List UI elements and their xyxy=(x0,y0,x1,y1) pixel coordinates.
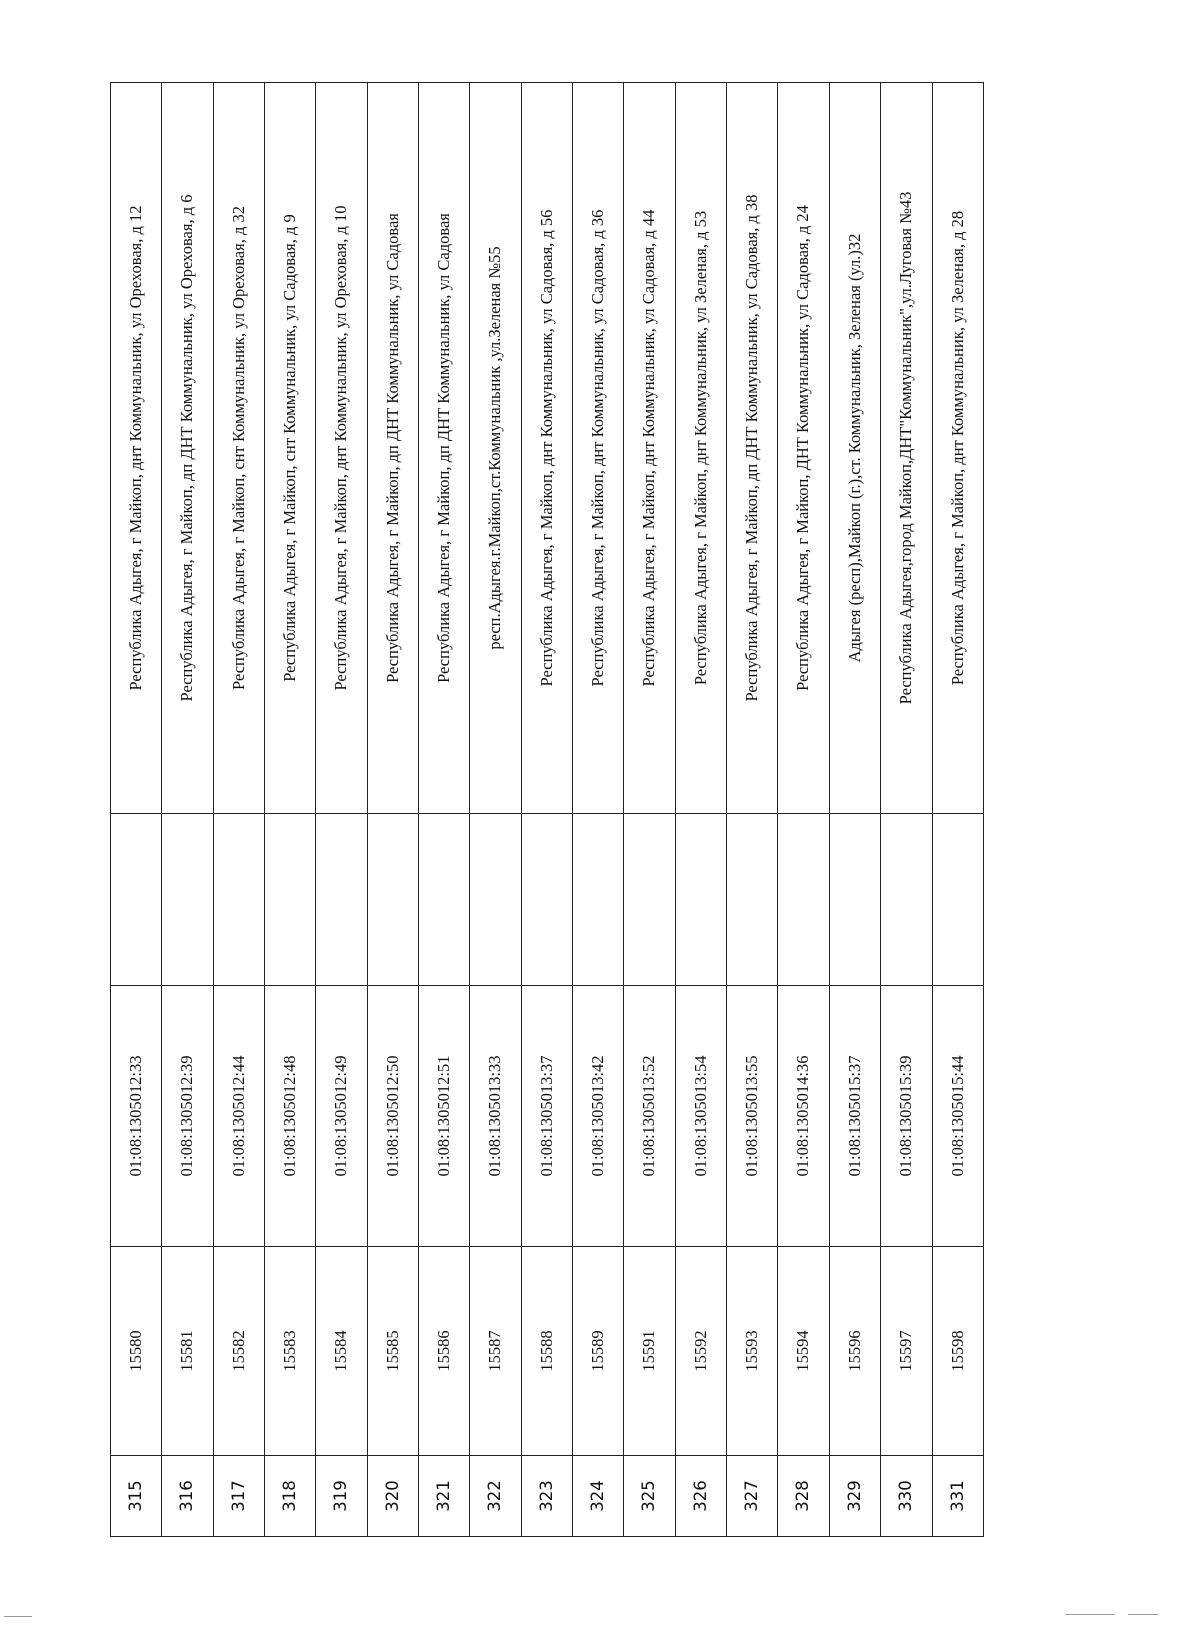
table-row xyxy=(162,83,213,1537)
empty-cell xyxy=(881,814,932,986)
empty-cell xyxy=(162,814,213,986)
empty-cell xyxy=(573,814,624,986)
scan-speck xyxy=(1128,1614,1158,1615)
record-id-cell: 15583 xyxy=(265,1247,316,1456)
address-cell: Республика Адыгея, г Майкоп, ДНТ Коммунальник, ул Садовая, д 24 xyxy=(778,83,829,814)
empty-cell xyxy=(727,814,778,986)
row-number-cell: 327 xyxy=(727,1456,778,1537)
address-cell: Республика Адыгея, г Майкоп, снт Коммунальник, ул Садовая, д 9 xyxy=(265,83,316,814)
record-id-cell: 15589 xyxy=(573,1247,624,1456)
address-cell: Республика Адыгея, г Майкоп, снт Коммунальник, ул Ореховая, д 32 xyxy=(213,83,264,814)
address-cell: Адыгея (респ),Майкоп (г.),ст. Коммунальник, Зеленая (ул.)32 xyxy=(829,83,880,814)
row-number-cell: 315 xyxy=(111,1456,162,1537)
cadastral-number-cell: 01:08:1305015:37 xyxy=(829,986,880,1247)
record-id-cell: 15593 xyxy=(727,1247,778,1456)
cadastral-number-cell: 01:08:1305012:39 xyxy=(162,986,213,1247)
empty-cell xyxy=(419,814,470,986)
property-table xyxy=(110,82,984,1537)
record-id-cell: 15594 xyxy=(778,1247,829,1456)
table-row xyxy=(316,83,367,1537)
row-number-cell: 330 xyxy=(881,1456,932,1537)
cadastral-number-cell: 01:08:1305013:33 xyxy=(470,986,521,1247)
table-row xyxy=(265,83,316,1537)
record-id-cell: 15581 xyxy=(162,1247,213,1456)
row-number-cell: 325 xyxy=(624,1456,675,1537)
address-cell: Республика Адыгея,город Майкоп,ДНТ"Коммунальник",ул.Луговая №43 xyxy=(881,83,932,814)
row-number-cell: 328 xyxy=(778,1456,829,1537)
empty-cell xyxy=(470,814,521,986)
empty-cell xyxy=(932,814,984,986)
row-number-cell: 317 xyxy=(213,1456,264,1537)
row-number-cell: 323 xyxy=(521,1456,572,1537)
address-cell: Республика Адыгея, г Майкоп, днт Коммунальник, ул Ореховая, д 10 xyxy=(316,83,367,814)
cadastral-number-cell: 01:08:1305012:51 xyxy=(419,986,470,1247)
table-row xyxy=(573,83,624,1537)
empty-cell xyxy=(265,814,316,986)
scan-speck xyxy=(1065,1614,1115,1615)
empty-cell xyxy=(675,814,726,986)
row-number-cell: 329 xyxy=(829,1456,880,1537)
cadastral-number-cell: 01:08:1305013:37 xyxy=(521,986,572,1247)
row-number-cell: 319 xyxy=(316,1456,367,1537)
table-row xyxy=(881,83,932,1537)
row-number-cell: 326 xyxy=(675,1456,726,1537)
cadastral-number-cell: 01:08:1305012:44 xyxy=(213,986,264,1247)
record-id-cell: 15588 xyxy=(521,1247,572,1456)
cadastral-number-cell: 01:08:1305012:49 xyxy=(316,986,367,1247)
table-row xyxy=(675,83,726,1537)
table-row xyxy=(829,83,880,1537)
empty-cell xyxy=(624,814,675,986)
table-row xyxy=(521,83,572,1537)
cadastral-number-cell: 01:08:1305012:33 xyxy=(111,986,162,1247)
table-row xyxy=(213,83,264,1537)
address-cell: Республика Адыгея, г Майкоп, дп ДНТ Коммунальник, ул Садовая xyxy=(419,83,470,814)
cadastral-number-cell: 01:08:1305013:55 xyxy=(727,986,778,1247)
empty-cell xyxy=(367,814,418,986)
table-row xyxy=(624,83,675,1537)
address-cell: Республика Адыгея, г Майкоп, дп ДНТ Коммунальник, ул Садовая, д 38 xyxy=(727,83,778,814)
table-row xyxy=(111,83,162,1537)
address-cell: Республика Адыгея, г Майкоп, днт Коммунальник, ул Зеленая, д 28 xyxy=(932,83,984,814)
record-id-cell: 15582 xyxy=(213,1247,264,1456)
empty-cell xyxy=(316,814,367,986)
cadastral-number-cell: 01:08:1305013:52 xyxy=(624,986,675,1247)
row-number-cell: 320 xyxy=(367,1456,418,1537)
empty-cell xyxy=(778,814,829,986)
empty-cell xyxy=(521,814,572,986)
table-row xyxy=(932,83,984,1537)
record-id-cell: 15584 xyxy=(316,1247,367,1456)
address-cell: Республика Адыгея, г Майкоп, днт Коммунальник, ул Садовая, д 36 xyxy=(573,83,624,814)
row-number-cell: 322 xyxy=(470,1456,521,1537)
row-number-cell: 316 xyxy=(162,1456,213,1537)
cadastral-number-cell: 01:08:1305013:42 xyxy=(573,986,624,1247)
record-id-cell: 15586 xyxy=(419,1247,470,1456)
record-id-cell: 15597 xyxy=(881,1247,932,1456)
row-number-cell: 321 xyxy=(419,1456,470,1537)
cadastral-number-cell: 01:08:1305014:36 xyxy=(778,986,829,1247)
address-cell: Республика Адыгея, г Майкоп, дп ДНТ Коммунальник, ул Садовая xyxy=(367,83,418,814)
record-id-cell: 15591 xyxy=(624,1247,675,1456)
table-row xyxy=(470,83,521,1537)
cadastral-number-cell: 01:08:1305013:54 xyxy=(675,986,726,1247)
table-row xyxy=(778,83,829,1537)
address-cell: Республика Адыгея, г Майкоп, дп ДНТ Коммунальник, ул Ореховая, д 6 xyxy=(162,83,213,814)
rotated-table-wrapper xyxy=(110,82,984,1537)
table-row xyxy=(419,83,470,1537)
empty-cell xyxy=(111,814,162,986)
record-id-cell: 15598 xyxy=(932,1247,984,1456)
scan-speck xyxy=(4,1616,32,1617)
record-id-cell: 15580 xyxy=(111,1247,162,1456)
table-row xyxy=(727,83,778,1537)
address-cell: респ.Адыгея.г.Майкоп,ст.Коммунальник ,ул.Зеленая №55 xyxy=(470,83,521,814)
empty-cell xyxy=(213,814,264,986)
address-cell: Республика Адыгея, г Майкоп, днт Коммунальник, ул Садовая, д 44 xyxy=(624,83,675,814)
cadastral-number-cell: 01:08:1305012:48 xyxy=(265,986,316,1247)
address-cell: Республика Адыгея, г Майкоп, днт Коммунальник, ул Садовая, д 56 xyxy=(521,83,572,814)
address-cell: Республика Адыгея, г Майкоп, днт Коммунальник, ул Зеленая, д 53 xyxy=(675,83,726,814)
empty-cell xyxy=(829,814,880,986)
record-id-cell: 15592 xyxy=(675,1247,726,1456)
row-number-cell: 331 xyxy=(932,1456,984,1537)
row-number-cell: 318 xyxy=(265,1456,316,1537)
table-row xyxy=(367,83,418,1537)
record-id-cell: 15585 xyxy=(367,1247,418,1456)
record-id-cell: 15587 xyxy=(470,1247,521,1456)
row-number-cell: 324 xyxy=(573,1456,624,1537)
table-body xyxy=(111,83,984,1537)
cadastral-number-cell: 01:08:1305015:39 xyxy=(881,986,932,1247)
cadastral-number-cell: 01:08:1305012:50 xyxy=(367,986,418,1247)
record-id-cell: 15596 xyxy=(829,1247,880,1456)
cadastral-number-cell: 01:08:1305015:44 xyxy=(932,986,984,1247)
address-cell: Республика Адыгея, г Майкоп, днт Коммунальник, ул Ореховая, д 12 xyxy=(111,83,162,814)
